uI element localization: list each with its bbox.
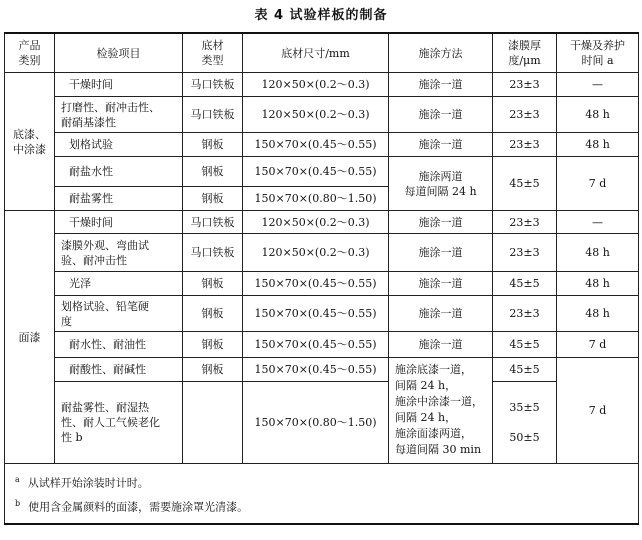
- cell-thickness: 45±5: [493, 358, 557, 382]
- header-row: [5, 33, 639, 73]
- cell-thickness: 23±3: [493, 73, 557, 97]
- cell-method: 施涂两道 每道间隔 24 h: [389, 157, 493, 211]
- cell-substrate: 钢板: [183, 272, 243, 296]
- cell-method: 施涂一道: [389, 234, 493, 272]
- cell-size: 120×50×(0.2～0.3): [243, 211, 389, 234]
- table-row: [5, 272, 639, 296]
- cell-substrate: [183, 382, 243, 464]
- cell-size: 120×50×(0.2～0.3): [243, 97, 389, 133]
- cell-thickness: 23±3: [493, 234, 557, 272]
- cell-size: 150×70×(0.80～1.50): [243, 187, 389, 211]
- cell-item: 耐盐水性: [55, 157, 183, 187]
- cell-size: 150×70×(0.80～1.50): [243, 382, 389, 464]
- cell-item: 耐盐雾性: [55, 187, 183, 211]
- cell-thickness: 45±5: [493, 272, 557, 296]
- header-substrate: 底材 类型: [183, 33, 243, 73]
- header-method: 施涂方法: [389, 33, 493, 73]
- footnote-text: 从试样开始涂装时计时。: [27, 476, 149, 490]
- cell-thickness: 23±3: [493, 133, 557, 157]
- sample-preparation-table: [4, 32, 639, 525]
- cell-size: 150×70×(0.45～0.55): [243, 157, 389, 187]
- header-thickness: 漆膜厚 度/μm: [493, 33, 557, 73]
- footnote-a: [15, 470, 628, 494]
- cell-substrate: 钢板: [183, 332, 243, 358]
- header-size: 底材尺寸/mm: [243, 33, 389, 73]
- footnote-row: [5, 464, 639, 525]
- table-row: [5, 332, 639, 358]
- cell-method: 施涂一道: [389, 296, 493, 332]
- table-row: [5, 73, 639, 97]
- table-row: [5, 157, 639, 187]
- header-category: 产品 类别: [5, 33, 55, 73]
- cell-drying: 48 h: [557, 97, 639, 133]
- cell-size: 120×50×(0.2～0.3): [243, 73, 389, 97]
- cell-substrate: 钢板: [183, 157, 243, 187]
- cell-item: 划格试验、铅笔硬 度: [55, 296, 183, 332]
- cell-thickness: 45±5: [493, 332, 557, 358]
- cell-item: 耐水性、耐油性: [55, 332, 183, 358]
- cell-thickness: 35±5 50±5: [493, 382, 557, 464]
- cell-method: 施涂底漆一道， 间隔 24 h， 施涂中涂漆一道， 间隔 24 h， 施涂面漆两道， 每道间隔 30 min: [389, 358, 493, 464]
- cell-size: 120×50×(0.2～0.3): [243, 234, 389, 272]
- cell-thickness: 23±3: [493, 296, 557, 332]
- cell-method: 施涂一道: [389, 133, 493, 157]
- cell-drying: —: [557, 211, 639, 234]
- cell-size: 150×70×(0.45～0.55): [243, 296, 389, 332]
- table-row: [5, 211, 639, 234]
- cell-substrate: 马口铁板: [183, 211, 243, 234]
- table-row: [5, 358, 639, 382]
- cell-thickness: 23±3: [493, 97, 557, 133]
- cell-item: 漆膜外观、弯曲试 验、耐冲击性: [55, 234, 183, 272]
- table-row: [5, 382, 639, 464]
- cell-drying: 48 h: [557, 272, 639, 296]
- cell-item: 划格试验: [55, 133, 183, 157]
- cell-drying: 48 h: [557, 133, 639, 157]
- footnote-mark: b: [15, 498, 21, 508]
- cell-method: 施涂一道: [389, 97, 493, 133]
- header-item: 检验项目: [55, 33, 183, 73]
- cell-item: 干燥时间: [55, 73, 183, 97]
- cell-thickness: 45±5: [493, 157, 557, 211]
- cell-method: 施涂一道: [389, 73, 493, 97]
- cell-item: 耐盐雾性、耐湿热 性、耐人工气候老化 性 b: [55, 382, 183, 464]
- cell-substrate: 马口铁板: [183, 234, 243, 272]
- cell-size: 150×70×(0.45～0.55): [243, 133, 389, 157]
- group-topcoat: 面漆: [5, 211, 55, 464]
- cell-drying: 48 h: [557, 234, 639, 272]
- cell-drying: 7 d: [557, 332, 639, 358]
- cell-item: 干燥时间: [55, 211, 183, 234]
- cell-method: 施涂一道: [389, 211, 493, 234]
- cell-item: 光泽: [55, 272, 183, 296]
- cell-item: 耐酸性、耐碱性: [55, 358, 183, 382]
- table-row: [5, 234, 639, 272]
- footnote-text: 使用含金属颜料的面漆，需要施涂罩光清漆。: [28, 500, 249, 514]
- cell-size: 150×70×(0.45～0.55): [243, 358, 389, 382]
- cell-drying: 48 h: [557, 296, 639, 332]
- table-row: [5, 97, 639, 133]
- cell-size: 150×70×(0.45～0.55): [243, 332, 389, 358]
- footnote-b: [15, 494, 628, 518]
- cell-item: 打磨性、耐冲击性、 耐硝基漆性: [55, 97, 183, 133]
- cell-drying: 7 d: [557, 157, 639, 211]
- group-primer: 底漆、 中涂漆: [5, 73, 55, 211]
- cell-substrate: 钢板: [183, 358, 243, 382]
- cell-thickness: 23±3: [493, 211, 557, 234]
- footnote-mark: a: [15, 475, 20, 484]
- cell-substrate: 钢板: [183, 296, 243, 332]
- table-row: [5, 133, 639, 157]
- cell-drying: —: [557, 73, 639, 97]
- cell-method: 施涂一道: [389, 332, 493, 358]
- table-title: 表 4 试验样板的制备: [254, 8, 388, 23]
- cell-size: 150×70×(0.45～0.55): [243, 272, 389, 296]
- cell-substrate: 马口铁板: [183, 97, 243, 133]
- header-drying: 干燥及养护 时间 a: [557, 33, 639, 73]
- cell-substrate: 钢板: [183, 187, 243, 211]
- cell-substrate: 钢板: [183, 133, 243, 157]
- cell-substrate: 马口铁板: [183, 73, 243, 97]
- cell-drying: 7 d: [557, 358, 639, 464]
- footnotes: [5, 464, 639, 525]
- table-row: [5, 296, 639, 332]
- cell-method: 施涂一道: [389, 272, 493, 296]
